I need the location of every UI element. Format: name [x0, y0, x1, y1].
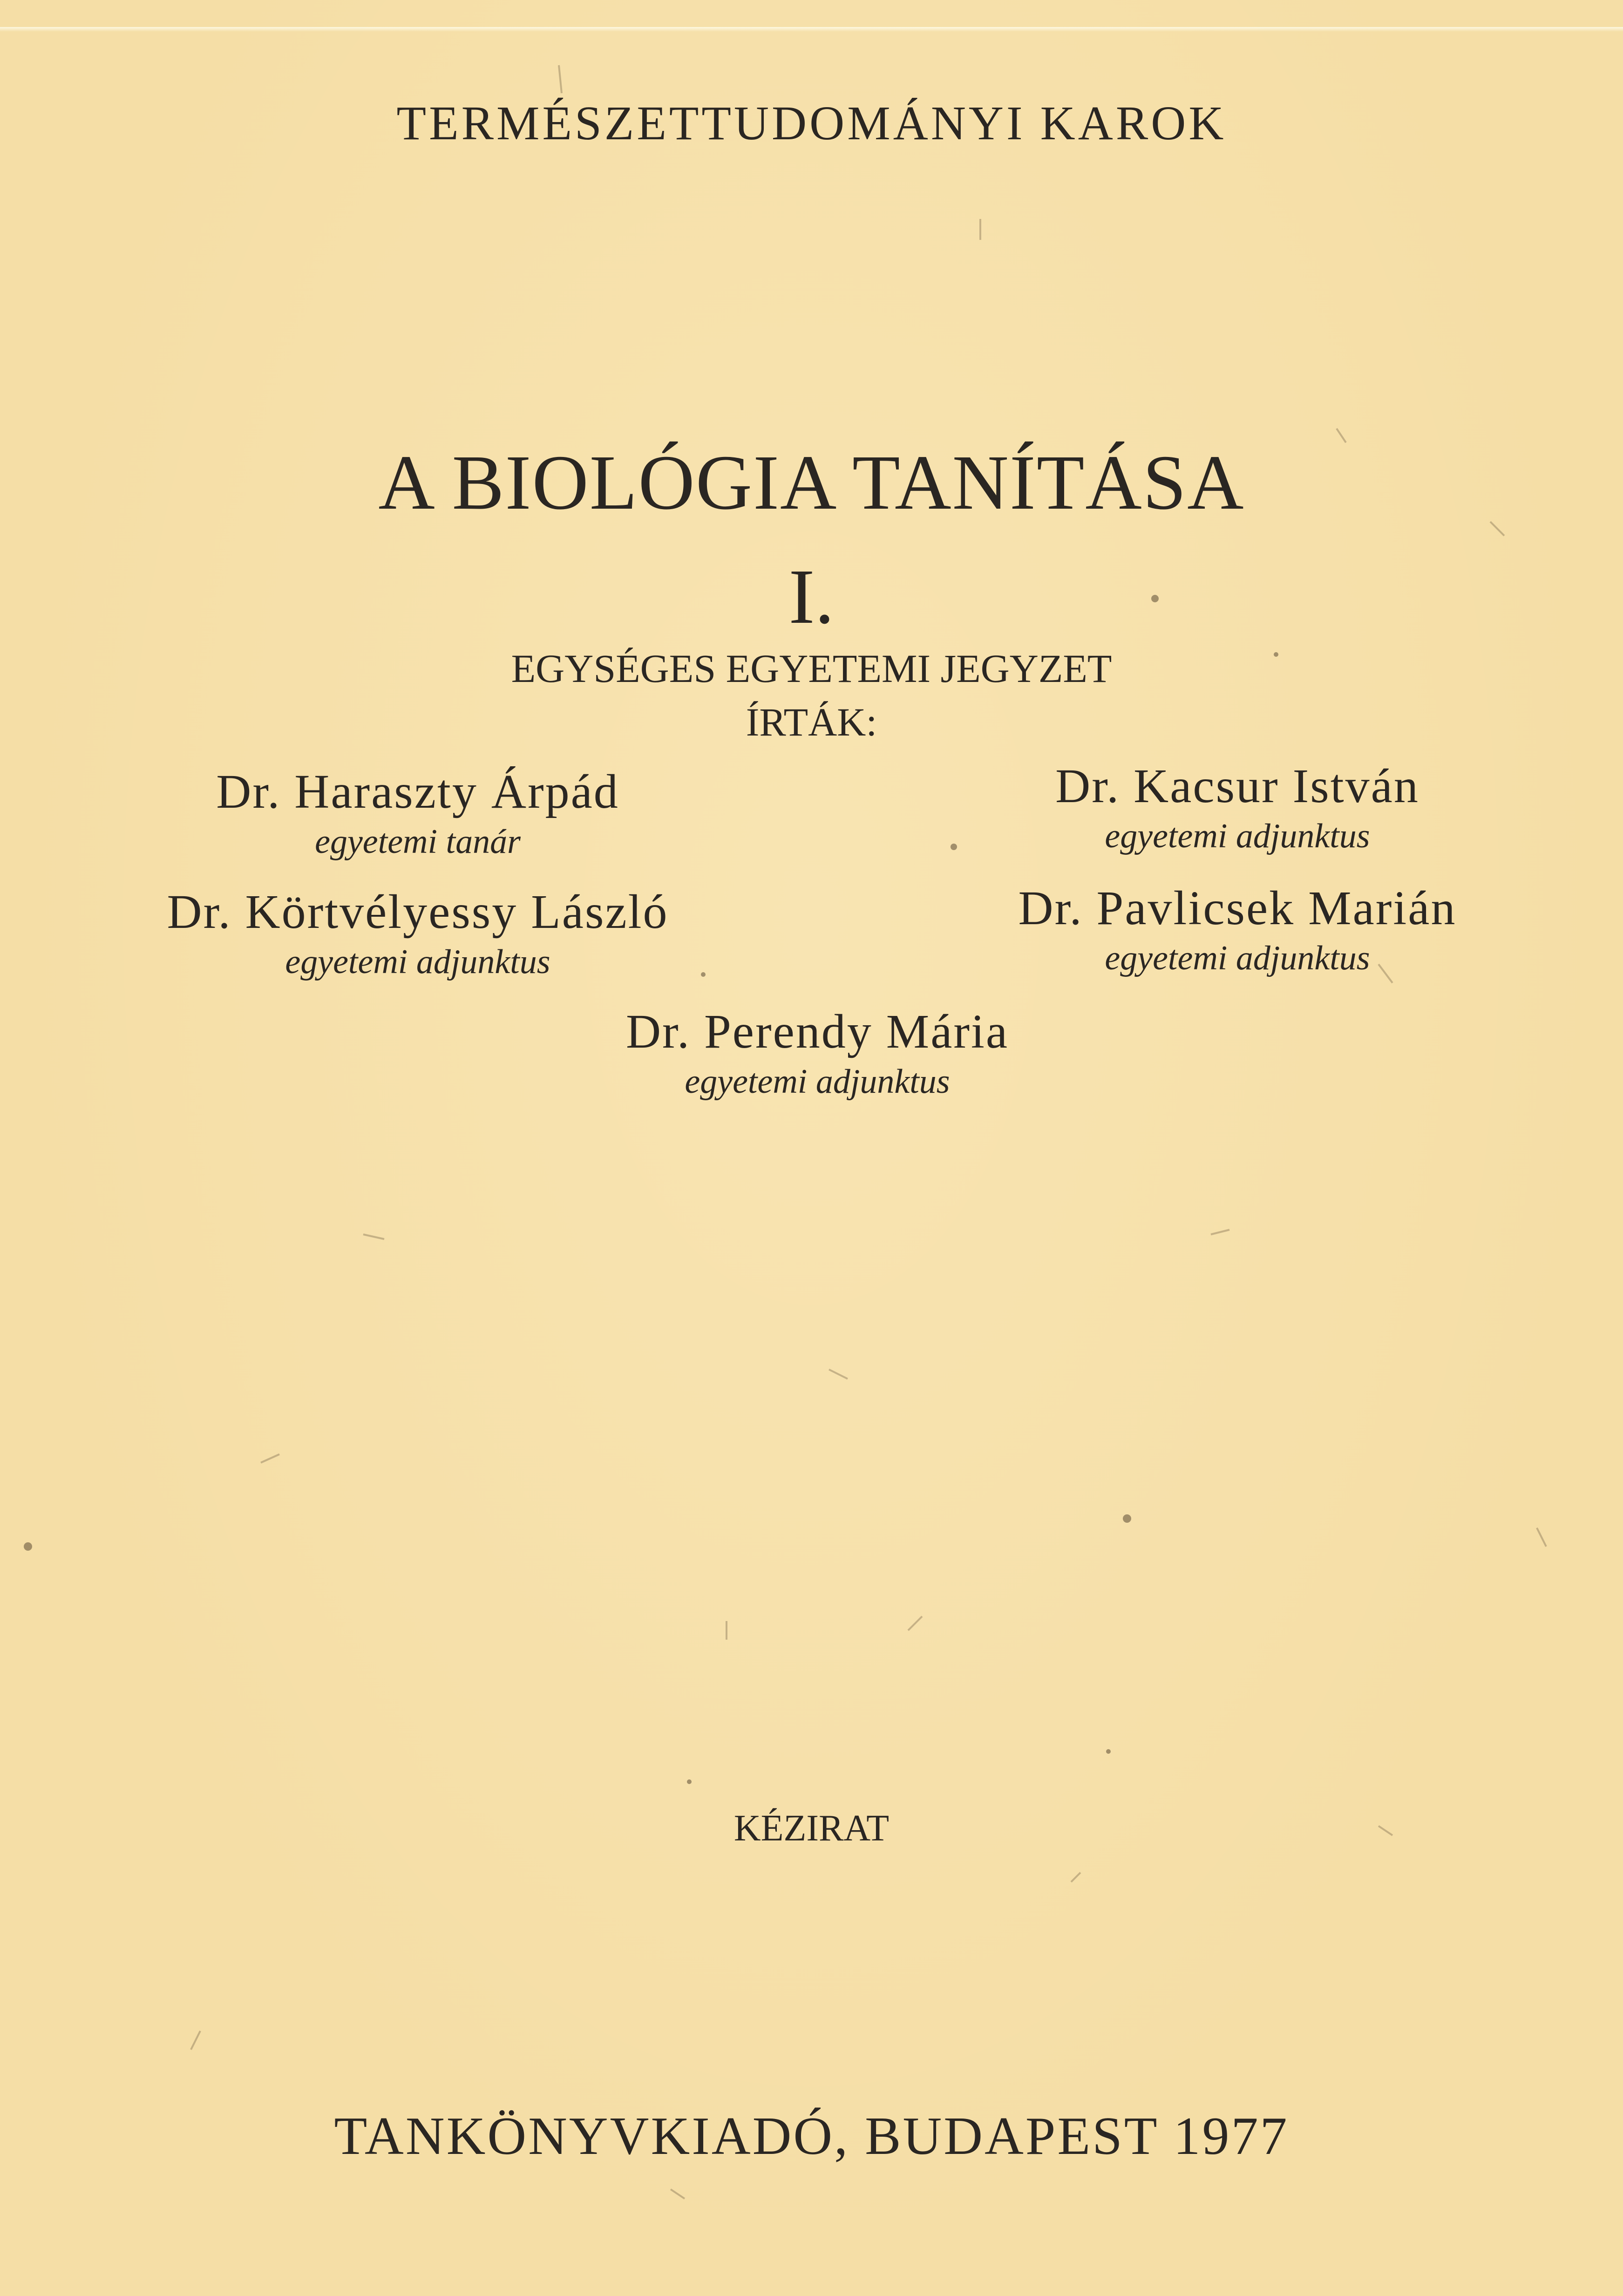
author-name: Dr. Haraszty Árpád	[216, 765, 619, 818]
author-name: Dr. Perendy Mária	[625, 1005, 1009, 1058]
author-entry	[865, 758, 1610, 856]
author-role: egyetemi adjunktus	[285, 943, 550, 981]
book-subtitle: EGYSÉGES EGYETEMI JEGYZET	[511, 646, 1112, 691]
author-role: egyetemi adjunktus	[685, 1063, 950, 1101]
author-name: Dr. Kacsur István	[1055, 759, 1419, 813]
author-entry	[865, 880, 1610, 978]
manuscript-label: KÉZIRAT	[733, 1808, 890, 1849]
author-role: egyetemi adjunktus	[1105, 939, 1370, 977]
author-name: Dr. Pavlicsek Marián	[1018, 881, 1457, 935]
volume-number: I.	[788, 553, 835, 640]
author-role: egyetemi tanár	[315, 823, 521, 861]
author-entry	[45, 884, 790, 982]
author-entry	[45, 764, 790, 862]
author-entry	[445, 1004, 1190, 1102]
faculty-heading: TERMÉSZETTUDOMÁNYI KAROK	[396, 96, 1227, 150]
authors-heading: ÍRTÁK:	[746, 700, 877, 744]
book-title: A BIOLÓGIA TANÍTÁSA	[378, 439, 1245, 526]
author-role: egyetemi adjunktus	[1105, 817, 1370, 855]
publisher-imprint: TANKÖNYVKIADÓ, BUDAPEST 1977	[334, 2106, 1289, 2166]
author-name: Dr. Körtvélyessy László	[167, 885, 669, 939]
